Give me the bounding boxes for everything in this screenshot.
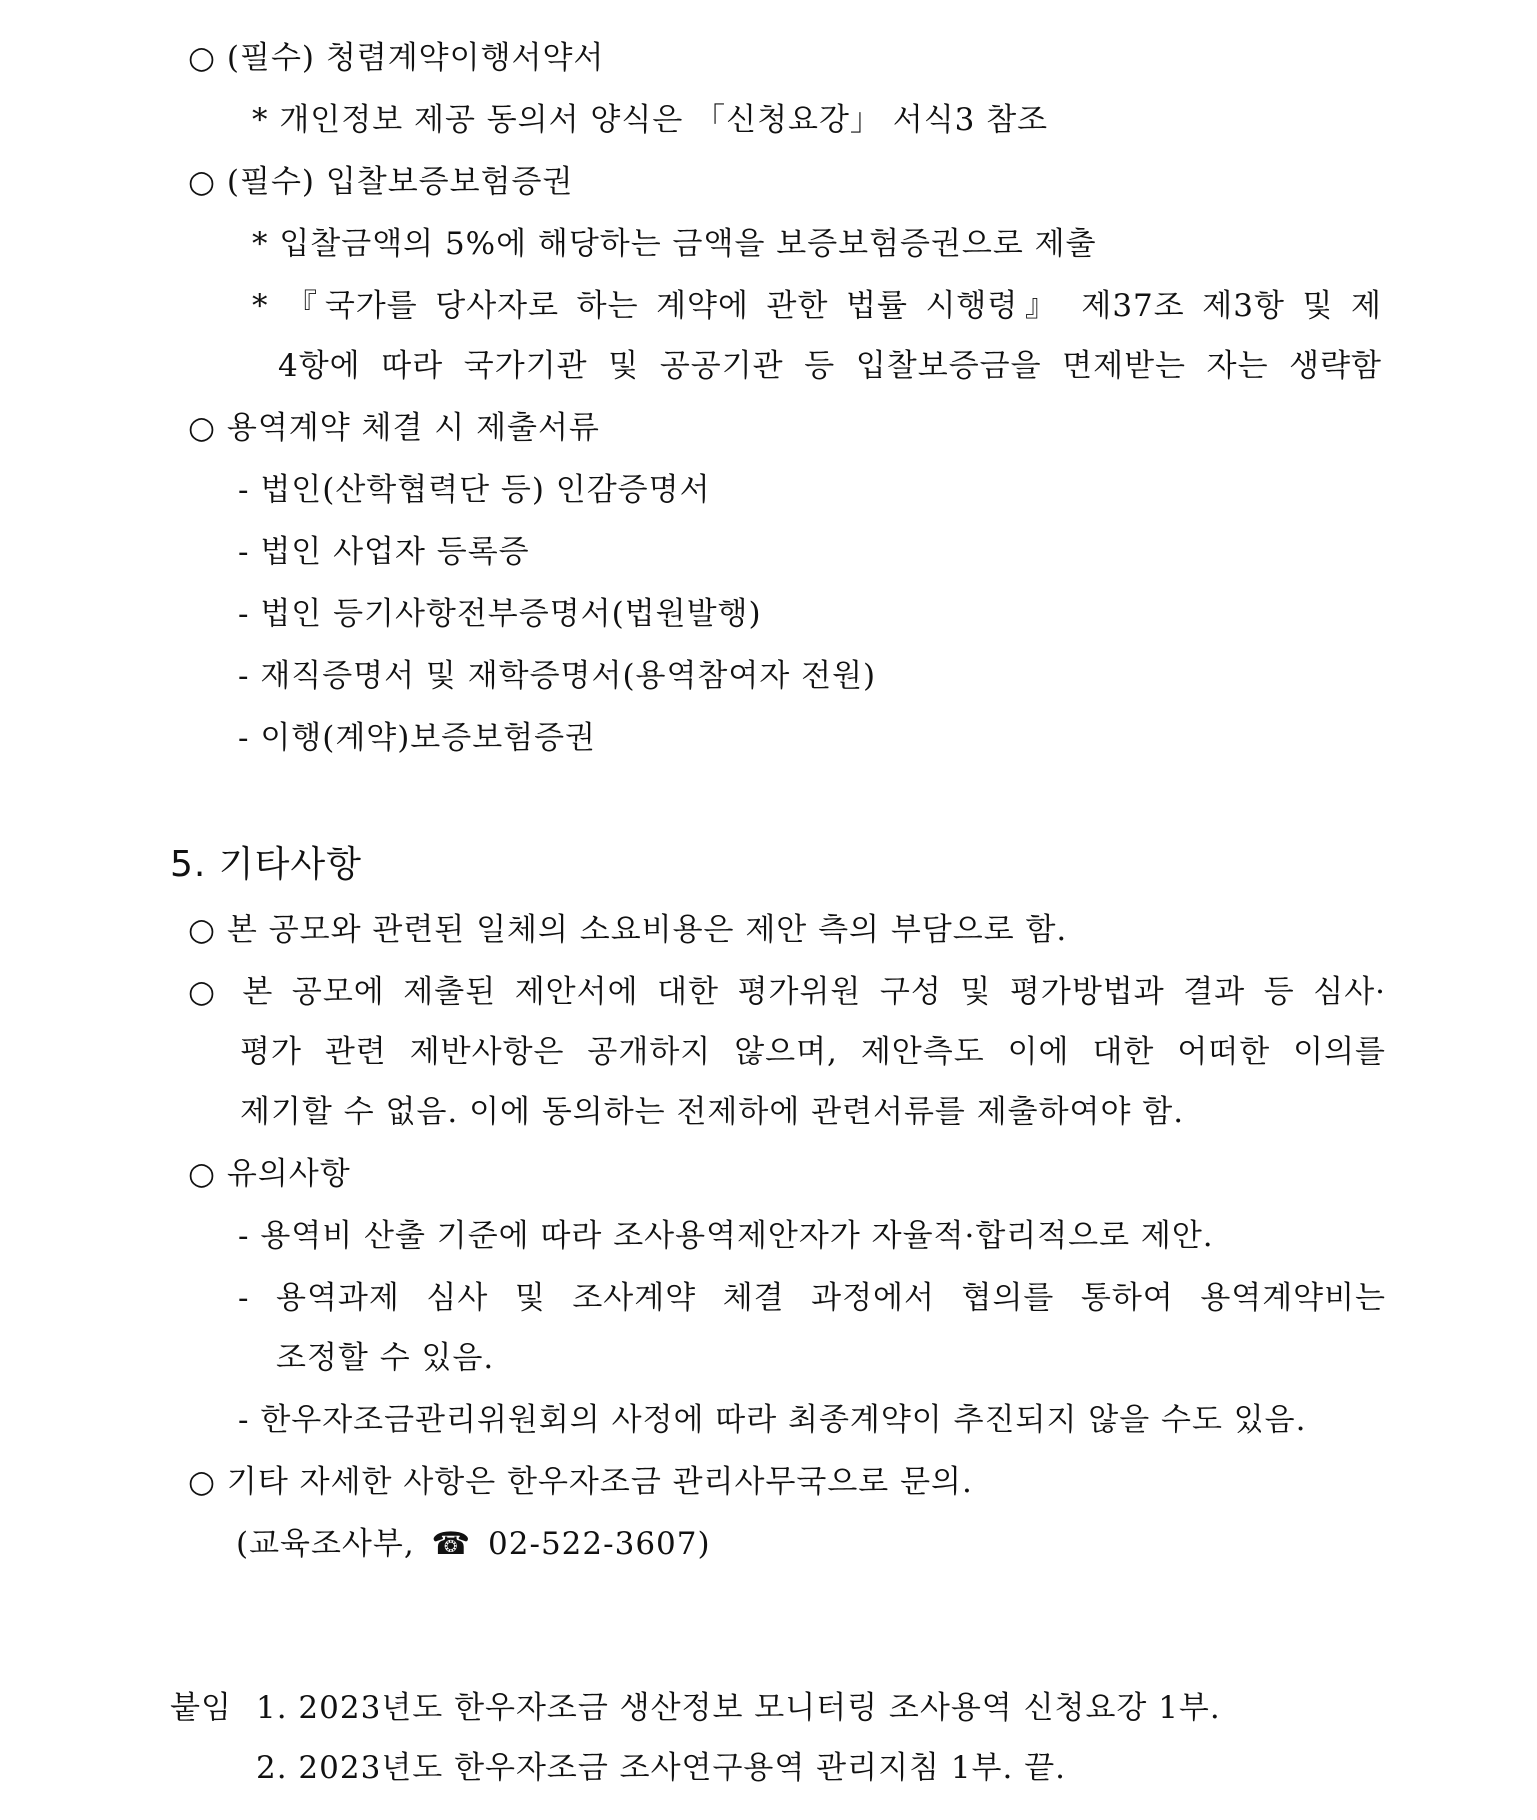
contact-number: 02-522-3607) <box>488 1526 711 1562</box>
section-title: 5. 기타사항 <box>170 844 362 885</box>
bid-bond-note: * 입찰금액의 5%에 해당하는 금액을 보증보험증권으로 제출 <box>252 226 1097 262</box>
document-list-item: - 법인 사업자 등록증 <box>238 534 530 570</box>
privacy-consent-note: * 개인정보 제공 동의서 양식은 「신청요강」 서식3 참조 <box>252 102 1049 138</box>
required-bid-bond: ○ (필수) 입찰보증보험증권 <box>188 164 574 200</box>
contract-documents-heading: ○ 용역계약 체결 시 제출서류 <box>188 410 600 446</box>
cost-burden-note: ○ 본 공모와 관련된 일체의 소요비용은 제안 측의 부담으로 함. <box>188 912 1068 948</box>
bid-bond-exemption-note: * 『국가를 당사자로 하는 계약에 관한 법률 시행령』 제37조 제3항 및 제 <box>252 288 1382 324</box>
precautions-heading: ○ 유의사항 <box>188 1156 351 1192</box>
attachment-item: 1. 2023년도 한우자조금 생산정보 모니터링 조사용역 신청요강 1부. <box>256 1690 1221 1726</box>
document-list-item: - 법인(산학협력단 등) 인감증명서 <box>238 472 711 508</box>
evaluation-disclosure-note-cont: 평가 관련 제반사항은 공개하지 않으며, 제안측도 이에 대한 어떠한 이의를 <box>240 1034 1386 1070</box>
contact-department: (교육조사부, <box>236 1526 415 1562</box>
required-integrity-pledge: ○ (필수) 청렴계약이행서약서 <box>188 40 605 76</box>
evaluation-disclosure-note-end: 제기할 수 없음. 이에 동의하는 전제하에 관련서류를 제출하여야 함. <box>240 1094 1185 1130</box>
precaution-item: - 한우자조금관리위원회의 사정에 따라 최종계약이 추진되지 않을 수도 있음. <box>238 1402 1307 1438</box>
precaution-item: - 용역비 산출 기준에 따라 조사용역제안자가 자율적·합리적으로 제안. <box>238 1218 1214 1254</box>
document-list-item: - 이행(계약)보증보험증권 <box>238 720 596 756</box>
precaution-item: - 용역과제 심사 및 조사계약 체결 과정에서 협의를 통하여 용역계약비는 <box>238 1280 1386 1316</box>
document-list-item: - 법인 등기사항전부증명서(법원발행) <box>238 596 762 632</box>
attachments-label: 붙임 <box>170 1690 232 1726</box>
document-list-item: - 재직증명서 및 재학증명서(용역참여자 전원) <box>238 658 877 694</box>
precaution-item-cont: 조정할 수 있음. <box>276 1340 495 1376</box>
contact-info <box>236 1524 711 1564</box>
evaluation-disclosure-note: ○ 본 공모에 제출된 제안서에 대한 평가위원 구성 및 평가방법과 결과 등 심사· <box>188 974 1386 1010</box>
inquiry-note: ○ 기타 자세한 사항은 한우자조금 관리사무국으로 문의. <box>188 1464 973 1500</box>
attachment-item: 2. 2023년도 한우자조금 조사연구용역 관리지침 1부. 끝. <box>256 1750 1066 1786</box>
phone-icon: ☎ <box>431 1526 472 1562</box>
bid-bond-exemption-note-cont: 4항에 따라 국가기관 및 공공기관 등 입찰보증금을 면제받는 자는 생략함 <box>278 348 1382 384</box>
